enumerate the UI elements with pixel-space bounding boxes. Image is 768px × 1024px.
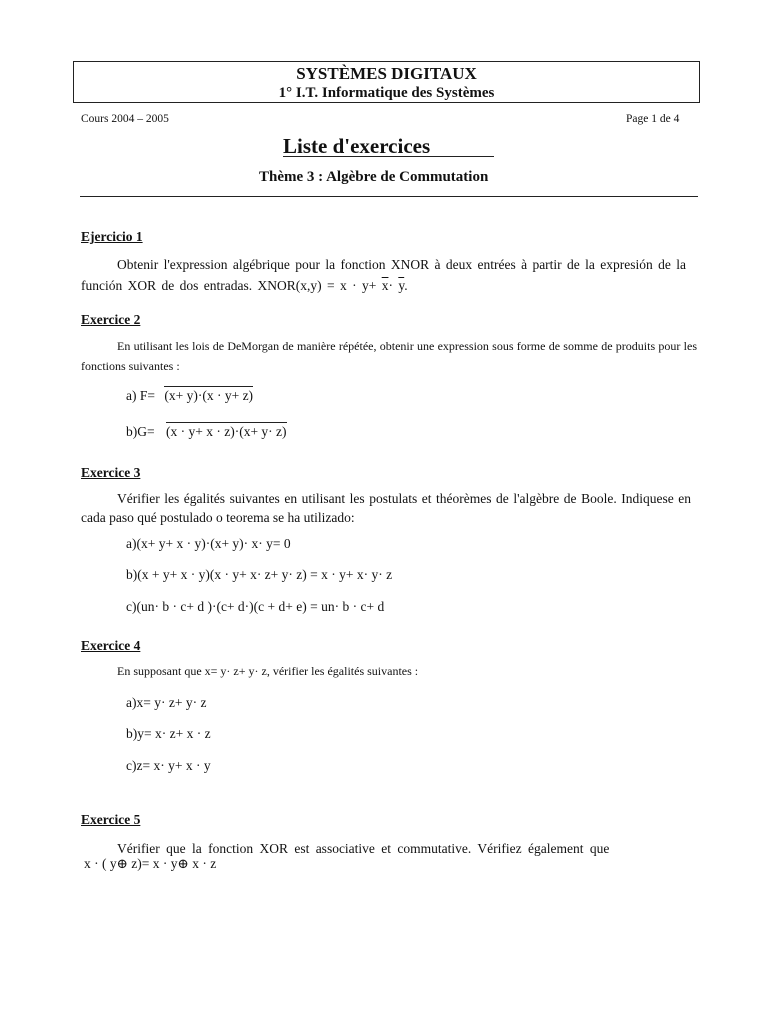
exercise-1-formula: XNOR(x,y) = $x \cdot y+ \overline{x}\cdot \overline{y}$.	[257, 278, 408, 293]
page-number: Page 1 de 4	[626, 113, 680, 125]
exercise-3-item-c: c)(un· b · c+ d )·(c+ d·)(c + d+ e) = un· b · c+ d	[126, 599, 385, 614]
exercise-4-item-a: a)x= y· z+ y· z	[126, 695, 207, 710]
course-year: Cours 2004 – 2005	[81, 113, 169, 125]
exercise-3-heading: Exercice 3	[81, 465, 141, 480]
exercise-4-heading: Exercice 4	[81, 638, 141, 653]
exercise-4-item-b: b)y= x· z+ x · z	[126, 726, 211, 741]
exercise-2-text: En utilisant les lois de DeMorgan de manière répétée, obtenir une expression sous forme de somme de produits pour les fonctions suivantes :	[81, 339, 697, 373]
course-subtitle: 1° I.T. Informatique des Systèmes	[278, 85, 495, 101]
exercise-2-heading: Exercice 2	[81, 312, 141, 327]
exercise-1-statement: Obtenir l'expression algébrique pour la fonction XNOR à deux entrées à partir de la expresión de la función XOR de dos entradas.	[81, 257, 687, 293]
exercise-5-formula: x · ( y⊕ z)= x · y⊕ x · z	[84, 856, 217, 871]
theme-title: Thème 3 : Algèbre de Commutation	[259, 169, 489, 185]
header-rule	[80, 196, 698, 197]
exercise-3-item-b: b)(x + y+ x · y)(x · y+ x· z+ y· z) = x · y+ x· y· z	[126, 567, 393, 582]
exercise-5-heading: Exercice 5	[81, 812, 141, 827]
exercise-4-text: En supposant que x= y· z+ y· z, vérifier les égalités suivantes :	[117, 664, 419, 678]
title-underline	[283, 156, 494, 157]
exercise-2-item-b: b)G= (x · y+ x · z)·(x+ y· z)	[126, 424, 287, 439]
exercise-1-text	[81, 254, 686, 296]
exercise-5-text: Vérifier que la fonction XOR est associative et commutative. Vérifiez également que	[117, 841, 610, 856]
exercise-3-text: Vérifier les égalités suivantes en utilisant les postulats et théorèmes de l'algèbre de Boole. Indiquese en cada paso qué postulado o teorema se ha utilizado:	[81, 491, 691, 525]
exercise-2-item-a: a) F= (x+ y)·(x · y+ z)	[126, 388, 254, 403]
exercise-1-heading: Ejercicio 1	[81, 229, 143, 244]
exercise-3-item-a: a)(x+ y+ x · y)·(x+ y)· x· y= 0	[126, 536, 291, 551]
exercise-4-item-c: c)z= x· y+ x · y	[126, 758, 211, 773]
course-title: SYSTÈMES DIGITAUX	[296, 64, 477, 83]
document-title: Liste d'exercices	[283, 134, 431, 158]
